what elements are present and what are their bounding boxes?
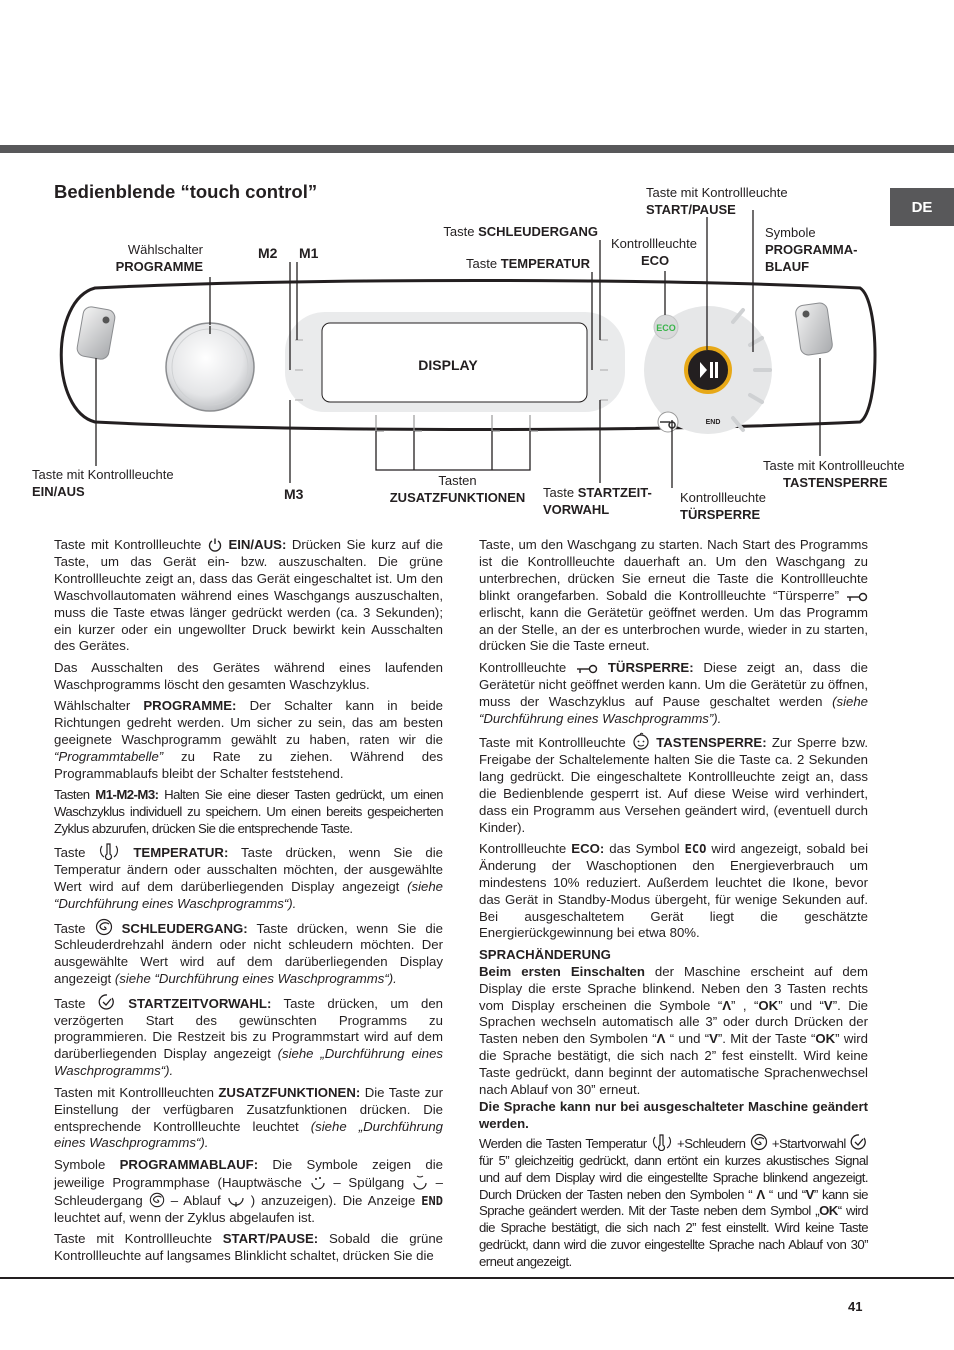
end-led: END bbox=[705, 419, 721, 426]
label-m3: M3 bbox=[284, 486, 304, 502]
door-lock-icon bbox=[576, 663, 598, 675]
label-m1: M1 bbox=[299, 245, 319, 261]
spin-icon bbox=[95, 918, 113, 936]
label-zusatzfunktionen: Tasten ZUSATZFUNKTIONEN bbox=[389, 473, 526, 505]
para-zusatzfunktionen: Tasten mit Kontrollleuchten ZUSATZFUNKTIONEN: Die Taste zur Einstellung der verfügbaren Zusatzfunktionen drücken. Die entsprechende Kontrollleuchte leuchtet (siehe „Durchführung eines Waschprogramms“). bbox=[54, 1084, 443, 1151]
label-start-pause: Taste mit Kontrollleuchte START/PAUSE bbox=[646, 185, 788, 217]
eco-led: ECO bbox=[656, 323, 676, 333]
para-schleudergang: Taste SCHLEUDERGANG: Taste drücken, wenn Sie die Schleuderdrehzahl ändern oder nicht schleudern möchten. Der ausgewählte Wert wird auf dem darüberliegenden Display angezeigt (siehe “Durchführung eines Waschprogramms“). bbox=[54, 918, 443, 989]
door-lock-icon bbox=[846, 591, 868, 603]
para-start-pause: Taste mit Kontrollleuchte START/PAUSE: Sobald die grüne Kontrollleuchte auf langsames Blinklicht schaltet, drücken Sie die bbox=[54, 1230, 443, 1263]
para-temperatur: Taste TEMPERATUR: Taste drücken, wenn Sie die Temperatur ändern oder ausschalten möchten, der ausgewählte Wert wird auf dem darüberliegenden Display angezeigt (siehe “Durchführung eines Waschprogramms“). bbox=[54, 842, 443, 913]
para-tastensperre: Taste mit Kontrollleuchte TASTENSPERRE: Zur Sperre bzw. Freigabe der Schaltelemente halten Sie die Taste ca. 2 Sekunden lang gedrückt. Die eingeschaltete Kontrollleuchte zeigt an, dass die Bedienblende gesperrt ist. Auf diese Weise wird verhindert, dass ein Programm aus Versehen geändert wird, (eventuell durch Kinder). bbox=[479, 732, 868, 836]
para-programme: Wählschalter PROGRAMME: Der Schalter kann in beide Richtungen gedreht werden. Um sicher zu sein, das am besten geeignete Waschprogramm gewählt zu haben, raten wir die “Programmtabelle” zu Rate zu ziehen. Während des Programmablaufs bleibt der Schalter feststehend. bbox=[54, 698, 443, 781]
label-ein-aus: Taste mit Kontrollleuchte EIN/AUS bbox=[32, 467, 174, 499]
para-sprache-aendern: Werden die Tasten Temperatur +Schleudern +Startvorwahl für 5” gleichzeitig gedrückt, dann ertönt ein kurzes akustisches Signal und auf dem Display wird die eingestellte Sprache blinkend angezeigt. Durch Drücken der Tasten neben den Symbolen “ Λ “ und “V” kann sie Sprache geändert werden. Mit der Taste neben dem Symbol „OK“ wird die Sprache bestätigt, die sich nach 2” fest einstellt. Wird keine Taste gedrückt, dann wird die zuvor eingestellte Sprache nach Ablauf von 30” erneut angezeigt. bbox=[479, 1133, 868, 1271]
para-m-tasten: Tasten M1-M2-M3: Halten Sie eine dieser Tasten gedrückt, um einen Waschzyklus individuell zu speichern. Um einen bereits gespeicherten Zyklus abzurufen, drücken Sie die entsprechende Taste. bbox=[54, 787, 443, 836]
label-tuersperre: Kontrollleuchte TÜRSPERRE bbox=[680, 490, 766, 522]
para-programmablauf: Symbole PROGRAMMABLAUF: Die Symbole zeigen die jeweilige Programmphase (Hauptwäsche – Spülgang – Schleudergang – Ablauf ) anzuzeigen). Die Anzeige END leuchtet auf, wenn der Zyklus abgelaufen ist. bbox=[54, 1156, 444, 1225]
heading-sprachaenderung: SPRACHÄNDERUNG bbox=[479, 946, 611, 962]
para-tuersperre: Kontrollleuchte TÜRSPERRE: Diese zeigt an, dass die Gerätetür nicht geöffnet werden kann. Um die Gerätetür zu öffnen, muss der Waschzyklus auf Pause geschaltet werden (siehe “Durchführung eines Waschprogramms”). bbox=[479, 659, 868, 726]
display-label: DISPLAY bbox=[418, 357, 478, 373]
para-sprache-erstes: Beim ersten Einschalten der Maschine erscheint auf dem Display die erste Sprache blinkend. Neben den 3 Tasten rechts vom Display erscheinen die Symbole “Λ” , “OK” und “V”. Die Sprachen wechseln automatisch alle 3” oder durch Drücken der Tasten neben den Symbolen “Λ “ und “V”. Mit der Taste “OK” wird die Sprache bestätigt, die sich nach 2” fest einstellt. Wird keine Taste gedrückt, dann beginnt der automatische Sprachenwechsel nach Ablauf von 30” erneut. bbox=[479, 963, 869, 1098]
para-ausschalten: Das Ausschalten des Gerätes während eines laufenden Waschprogramms löscht den gesamten Waschzyklus. bbox=[54, 659, 443, 692]
child-lock-icon bbox=[631, 732, 651, 750]
delay-timer-icon bbox=[850, 1133, 868, 1151]
label-programme: Wählschalter PROGRAMME bbox=[115, 242, 203, 274]
right-column bbox=[479, 537, 868, 1276]
page-title: Bedienblende “touch control” bbox=[54, 181, 318, 202]
spin-phase-icon bbox=[149, 1192, 165, 1208]
para-ein-aus: Taste mit Kontrollleuchte EIN/AUS: Drücken Sie kurz auf die Taste, um das Gerät ein- bzw. auszuschalten. Die grüne Kontrollleuchte zeigt an, dass das Gerät eingeschaltet ist. Um den Waschvollautomaten während eines Waschgangs auszuschalten, muss die Taste etwas länger gedrückt werden (ca. 3 Sekunden); ein kurzer oder ein ungewollter Druck bewirkt kein Ausschalten des Gerätes. bbox=[54, 537, 443, 654]
temperature-icon bbox=[651, 1133, 673, 1151]
para-eco: Kontrollleuchte ECO: das Symbol ECO wird angezeigt, sobald bei Änderung der Waschoptionen den Energieverbrauch um mindestens 10% reduziert. Außerdem leuchtet die Ikone, bevor das Gerät in Standby-Modus übergeht, für wenige Sekunden auf. Bei ausgeschaltetem Gerät liegt die geschätzte Energierückgewinnung bei etwa 80%. bbox=[479, 840, 869, 941]
para-start-pause-cont: Taste, um den Waschgang zu starten. Nach Start des Programms ist die Kontrollleuchte dauerhaft an. Um den Waschgang zu unterbrechen, drücken Sie erneut die Taste die Kontrollleuchte blinkt orangefarben. Sobald die Kontrollleuchte “Türsperre” erlischt, kann die Gerätetür geöffnet werden. Um das Programm an der Stelle, an der es unterbrochen wurde, wieder in zu starten, drücken Sie die Taste erneut. bbox=[479, 537, 868, 654]
end-symbol: END bbox=[421, 1193, 443, 1208]
label-m2: M2 bbox=[258, 245, 278, 261]
rinse-icon bbox=[412, 1174, 428, 1190]
eco-symbol: ECO bbox=[684, 841, 707, 856]
language-tab: DE bbox=[890, 188, 954, 226]
label-programmablauf: Symbole PROGRAMMA- BLAUF bbox=[765, 225, 858, 274]
para-sprache-hinweis: Die Sprache kann nur bei ausgeschalteter Maschine geändert werden. bbox=[479, 1099, 868, 1131]
label-eco: Kontrollleuchte ECO bbox=[611, 236, 697, 268]
page-number: 41 bbox=[848, 1299, 863, 1314]
left-column bbox=[54, 537, 443, 1269]
label-tastensperre: Taste mit Kontrollleuchte TASTENSPERRE bbox=[763, 458, 905, 490]
footer-line bbox=[0, 1277, 954, 1279]
label-temperatur: Taste TEMPERATUR bbox=[466, 256, 590, 271]
main-wash-icon bbox=[310, 1174, 326, 1190]
drain-icon bbox=[227, 1192, 245, 1208]
temperature-icon bbox=[98, 842, 120, 860]
leader-lines bbox=[0, 0, 954, 540]
para-startzeitvorwahl: Taste STARTZEITVORWAHL: Taste drücken, um den verzögerten Start des gewünschten Programms zu programmieren. Die Restzeit bis zu Programmstart wird auf dem darüberliegenden Display angezeigt (siehe „Durchführung eines Waschprogramms“). bbox=[54, 993, 443, 1081]
delay-timer-icon bbox=[98, 993, 116, 1011]
power-icon bbox=[207, 538, 223, 552]
label-startzeitvorwahl: Taste STARTZEIT- VORWAHL bbox=[543, 485, 652, 517]
spin-icon bbox=[750, 1133, 768, 1151]
label-schleudergang: Taste SCHLEUDERGANG bbox=[443, 224, 598, 239]
